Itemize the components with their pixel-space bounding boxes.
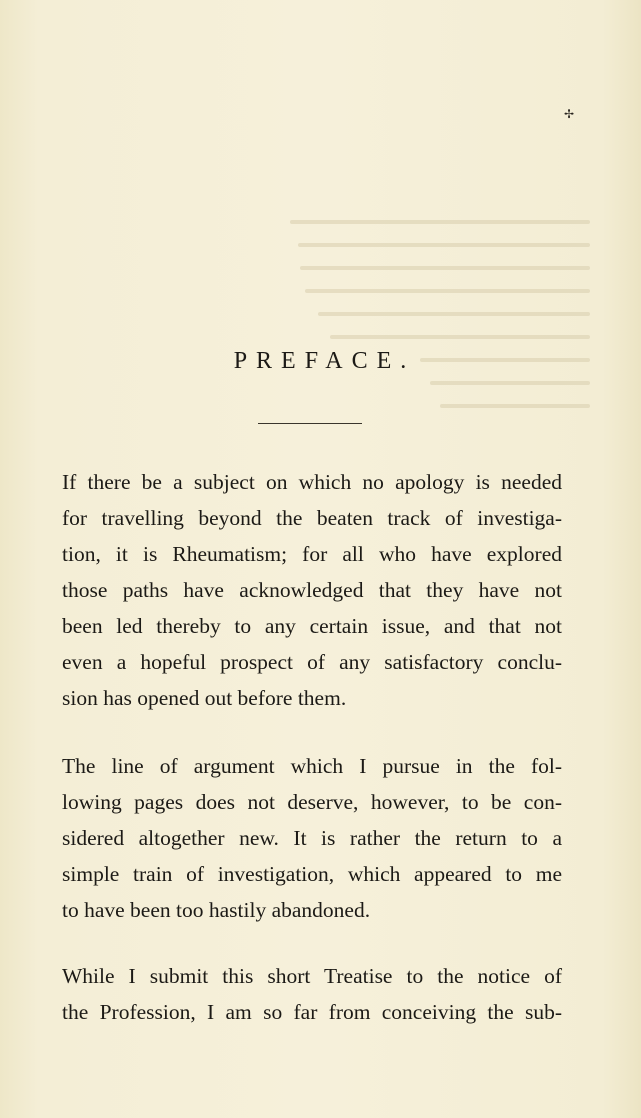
text-line: lowing pages does not deserve, however, to be con- [62, 790, 562, 814]
text-line: those paths have acknowledged that they have not [62, 578, 562, 602]
text-line: The line of argument which I pursue in the fol- [62, 754, 562, 778]
text-line: to have been too hastily abandoned. [62, 898, 371, 922]
text-line: even a hopeful prospect of any satisfactory conclu- [62, 650, 562, 674]
paragraph-2 [62, 748, 562, 928]
text-line: simple train of investigation, which appeared to me [62, 862, 562, 886]
text-line: for travelling beyond the beaten track of investiga- [62, 506, 562, 530]
text-line: the Profession, I am so far from conceiving the sub- [62, 1000, 562, 1024]
paragraph-3 [62, 958, 562, 1030]
text-line: sion has opened out before them. [62, 686, 347, 710]
text-line: sidered altogether new. It is rather the return to a [62, 826, 562, 850]
corner-mark: ✢ [564, 107, 575, 121]
text-line: tion, it is Rheumatism; for all who have explored [62, 542, 562, 566]
text-line: been led thereby to any certain issue, and that not [62, 614, 562, 638]
paragraph-1 [62, 464, 562, 716]
page-title: PREFACE. [233, 348, 416, 374]
text-line: While I submit this short Treatise to the notice of [62, 964, 562, 988]
title-divider [258, 423, 362, 424]
text-line: If there be a subject on which no apology is needed [62, 470, 562, 494]
